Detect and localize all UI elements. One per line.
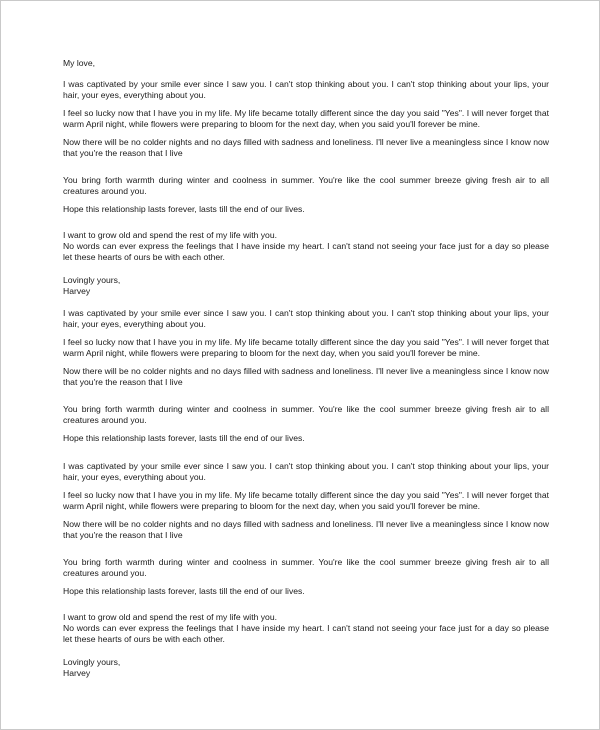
paragraph-hope: Hope this relationship lasts forever, lasts till the end of our lives. — [63, 204, 305, 214]
paragraph-captivated: I was captivated by your smile ever since I saw you. I can't stop thinking about you. I can't stop thinking about your lips, your hair, your eyes, everything about you. — [63, 308, 549, 329]
closing-text: Lovingly yours, — [63, 275, 121, 285]
letter-block-1 — [63, 58, 549, 297]
no-words-line: No words can ever express the feelings that I have inside my heart. I can't stand not seeing your face just for a day so please let these hearts of ours be with each other. — [63, 241, 549, 262]
grow-old-line: I want to grow old and spend the rest of my life with you. — [63, 230, 278, 240]
salutation: My love, — [63, 58, 95, 68]
paragraph-lucky: I feel so lucky now that I have you in my life. My life became totally different since the day you said "Yes". I will never forget that warm April night, while flowers were preparing to bloom for the next day, when you said you'll forever be mine. — [63, 108, 549, 129]
paragraph-captivated: I was captivated by your smile ever since I saw you. I can't stop thinking about you. I can't stop thinking about your lips, your hair, your eyes, everything about you. — [63, 79, 549, 100]
signature-text: Harvey — [63, 668, 91, 678]
signature-text: Harvey — [63, 286, 91, 296]
paragraph-colder-nights: Now there will be no colder nights and no days filled with sadness and loneliness. I'll never live a meaningless since I know now that you're the reason that I live — [63, 137, 549, 158]
paragraph-grow-old — [63, 612, 549, 645]
closing-text: Lovingly yours, — [63, 657, 121, 667]
paragraph-colder-nights: Now there will be no colder nights and no days filled with sadness and loneliness. I'll never live a meaningless since I know now that you're the reason that I live — [63, 366, 549, 387]
paragraph-grow-old — [63, 230, 549, 263]
paragraph-colder-nights: Now there will be no colder nights and no days filled with sadness and loneliness. I'll never live a meaningless since I know now that you're the reason that I live — [63, 519, 549, 540]
letter-block-3 — [63, 461, 549, 679]
no-words-line: No words can ever express the feelings that I have inside my heart. I can't stand not seeing your face just for a day so please let these hearts of ours be with each other. — [63, 623, 549, 644]
paragraph-warmth: You bring forth warmth during winter and coolness in summer. You're like the cool summer breeze giving fresh air to all creatures around you. — [63, 175, 549, 196]
paragraph-hope: Hope this relationship lasts forever, lasts till the end of our lives. — [63, 586, 305, 596]
paragraph-lucky: I feel so lucky now that I have you in my life. My life became totally different since the day you said "Yes". I will never forget that warm April night, while flowers were preparing to bloom for the next day, when you said you'll forever be mine. — [63, 490, 549, 511]
paragraph-lucky: I feel so lucky now that I have you in my life. My life became totally different since the day you said "Yes". I will never forget that warm April night, while flowers were preparing to bloom for the next day, when you said you'll forever be mine. — [63, 337, 549, 358]
paragraph-warmth: You bring forth warmth during winter and coolness in summer. You're like the cool summer breeze giving fresh air to all creatures around you. — [63, 557, 549, 578]
letter-block-2 — [63, 308, 549, 451]
paragraph-hope: Hope this relationship lasts forever, lasts till the end of our lives. — [63, 433, 305, 443]
grow-old-line: I want to grow old and spend the rest of my life with you. — [63, 612, 278, 622]
paragraph-captivated: I was captivated by your smile ever since I saw you. I can't stop thinking about you. I can't stop thinking about your lips, your hair, your eyes, everything about you. — [63, 461, 549, 482]
paragraph-warmth: You bring forth warmth during winter and coolness in summer. You're like the cool summer breeze giving fresh air to all creatures around you. — [63, 404, 549, 425]
